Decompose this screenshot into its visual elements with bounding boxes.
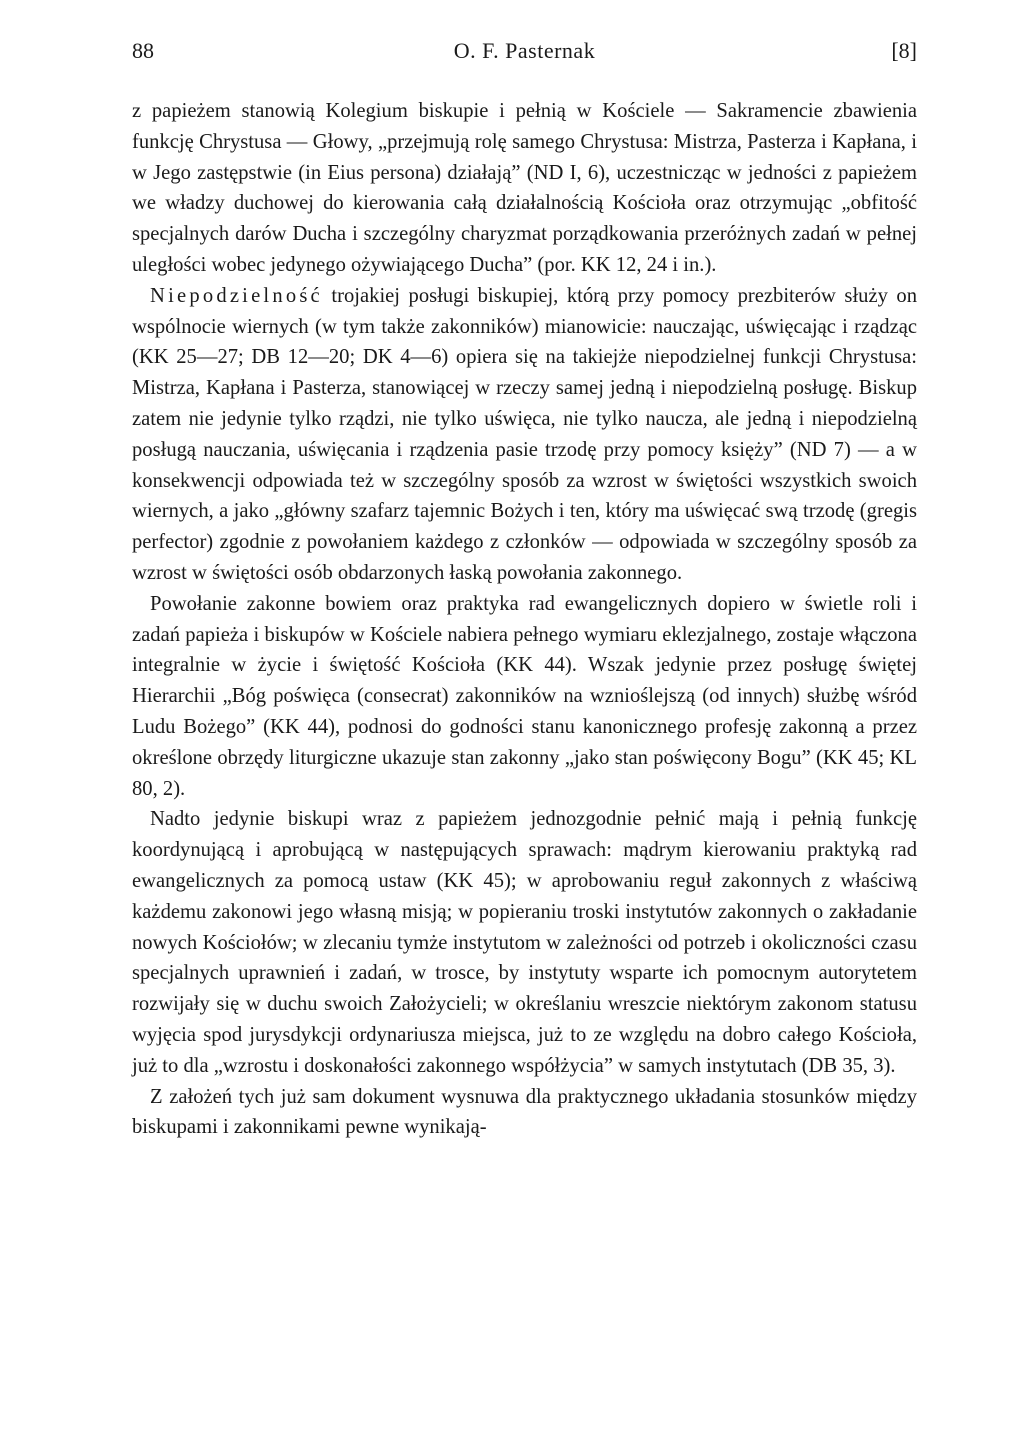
page-number: 88 [132, 38, 154, 63]
paragraph: Nadto jedynie biskupi wraz z papieżem jednozgodnie pełnić mają i pełnią funkcję koordynującą i aprobującą w następujących sprawach: mądrym kierowaniu praktyką rad ewangelicznych za pomocą ustaw (KK 45); w aprobowaniu reguł zakonnych z właściwą każdemu zakonowi jego własną misją; w popieraniu troski instytutów zakonnych o zakładanie nowych Kościołów; w zlecaniu tymże instytutom w zależności od potrzeb i okoliczności czasu specjalnych uprawnień i zadań, w trosce, by instytuty wsparte ich pomocnym autorytetem rozwijały się w duchu swoich Założycieli; w określaniu wreszcie niektórym zakonom statusu wyjęcia spod jurysdykcji ordynariusza miejsca, już to ze względu na dobro całego Kościoła, już to dla „wzrostu i doskonałości zakonnego współżycia” w samych instytutach (DB 35, 3). [132, 808, 917, 1077]
paragraph-text: trojakiej posługi biskupiej, którą przy pomocy prezbiterów służy on wspólnocie wiernych (w tym także zakonników) mianowicie: nauczając, uświęcając i rządząc (KK 25—27; DB 12—20; DK 4—6) opiera się na takiejże niepodzielnej funkcji Chrystusa: Mistrza, Kapłana i Pasterza, stanowiącej w rzeczy samej jedną i niepodzielną posługę. Biskup zatem nie jedynie tylko rządzi, nie tylko uświęca, nie tylko naucza, ale jedną i niepodzielną posługą nauczania, uświęcania i rządzenia pasie trzodę przy pomocy księży” (ND 7) — a w konsekwencji odpowiada też w szczególny sposób za wzrost w świętości wszystkich swoich wiernych, a jako „główny szafarz tajemnic Bożych i ten, który ma uświęcać swą trzodę (gregis perfector) zgodnie z powołaniem każdego z członków — odpowiada w szczególny sposób za wzrost w świętości osób obdarzonych łaską powołania zakonnego. [132, 284, 917, 584]
section-mark: [8] [891, 38, 917, 63]
running-title: O. F. Pasternak [453, 38, 596, 63]
body-text [132, 96, 917, 1143]
paragraph: Z założeń tych już sam dokument wysnuwa dla praktycznego układania stosunków między biskupami i zakonnikami pewne wynikają- [132, 1085, 917, 1139]
page-header [132, 38, 917, 68]
spaced-lead-word: Niepodzielność [150, 284, 323, 307]
paragraph: Powołanie zakonne bowiem oraz praktyka rad ewangelicznych dopiero w świetle roli i zadań papieża i biskupów w Kościele nabiera pełnego wymiaru eklezjalnego, zostaje włączona integralnie w życie i świętość Kościoła (KK 44). Wszak jedynie przez posługę świętej Hierarchii „Bóg poświęca (consecrat) zakonników na wznioślejszą (od innych) służbę wśród Ludu Bożego” (KK 44), podnosi do godności stanu kanonicznego profesję zakonną a przez określone obrzędy liturgiczne ukazuje stan zakonny „jako stan poświęcony Bogu” (KK 45; KL 80, 2). [132, 592, 917, 800]
paragraph: z papieżem stanowią Kolegium biskupie i pełnią w Kościele — Sakramencie zbawienia funkcję Chrystusa — Głowy, „przejmują rolę samego Chrystusa: Mistrza, Pasterza i Kapłana, i w Jego zastępstwie (in Eius persona) działają” (ND I, 6), uczestnicząc w jedności z papieżem we władzy duchowej do kierowania całą działalnością Kościoła oraz otrzymując „obfitość specjalnych darów Ducha i szczególny charyzmat porządkowania przeróżnych zadań w pełnej uległości wobec jedynego ożywiającego Ducha” (por. KK 12, 24 i in.). [132, 100, 917, 276]
paragraph [132, 281, 917, 589]
